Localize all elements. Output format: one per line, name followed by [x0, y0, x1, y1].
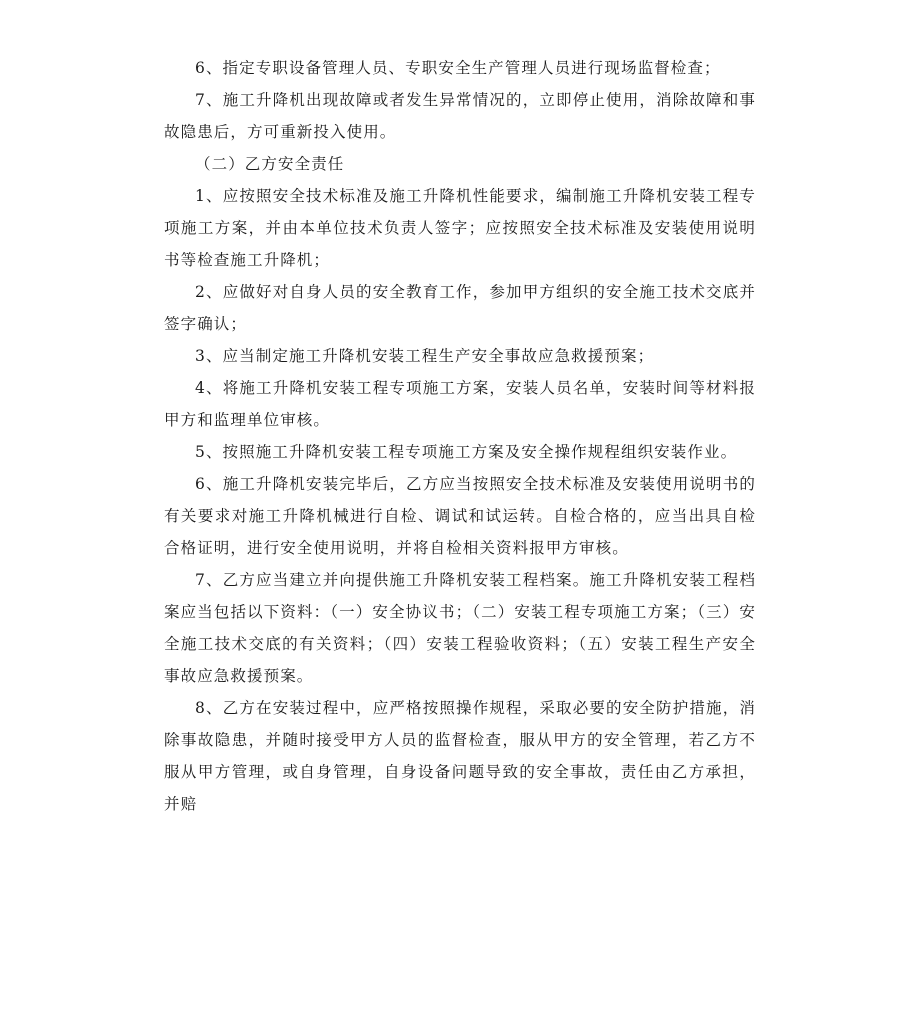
paragraph-clause-1-construction-plan: 1、应按照安全技术标准及施工升降机性能要求，编制施工升降机安装工程专项施工方案，并由本单位技术负责人签字；应按照安全技术标准及安装使用说明书等检查施工升降机； [164, 187, 756, 269]
paragraph-clause-5-installation-work: 5、按照施工升降机安装工程专项施工方案及安全操作规程组织安装作业。 [195, 443, 738, 461]
section-heading-party-b-responsibility: （二）乙方安全责任 [195, 155, 345, 173]
paragraph-clause-7-project-archive: 7、乙方应当建立并向提供施工升降机安装工程档案。施工升降机安装工程档案应当包括以下资料：（一）安全协议书；（二）安装工程专项施工方案；（三）安全施工技术交底的有关资料；（四）安装工程验收资料；（五）安装工程生产安全事故应急救援预案。 [164, 571, 756, 685]
paragraph-clause-7-malfunction-stop: 7、施工升降机出现故障或者发生异常情况的，立即停止使用，消除故障和事故隐患后，方可重新投入使用。 [164, 91, 756, 141]
paragraph-clause-2-safety-education: 2、应做好对自身人员的安全教育工作，参加甲方组织的安全施工技术交底并签字确认； [164, 283, 756, 333]
document-body [164, 52, 756, 820]
paragraph-clause-4-submit-materials: 4、将施工升降机安装工程专项施工方案，安装人员名单，安装时间等材料报甲方和监理单位审核。 [164, 379, 756, 429]
paragraph-clause-6-equipment-supervision: 6、指定专职设备管理人员、专职安全生产管理人员进行现场监督检查； [195, 59, 721, 77]
paragraph-clause-6-self-inspection: 6、施工升降机安装完毕后，乙方应当按照安全技术标准及安装使用说明书的有关要求对施工升降机械进行自检、调试和试运转。自检合格的，应当出具自检合格证明，进行安全使用说明，并将自检相关资料报甲方审核。 [164, 475, 756, 557]
paragraph-clause-8-installation-safety: 8、乙方在安装过程中，应严格按照操作规程，采取必要的安全防护措施，消除事故隐患，并随时接受甲方人员的监督检查，服从甲方的安全管理，若乙方不服从甲方管理，或自身管理，自身设备问题导致的安全事故，责任由乙方承担，并赔 [164, 699, 756, 813]
paragraph-clause-3-emergency-plan: 3、应当制定施工升降机安装工程生产安全事故应急救援预案； [195, 347, 655, 365]
